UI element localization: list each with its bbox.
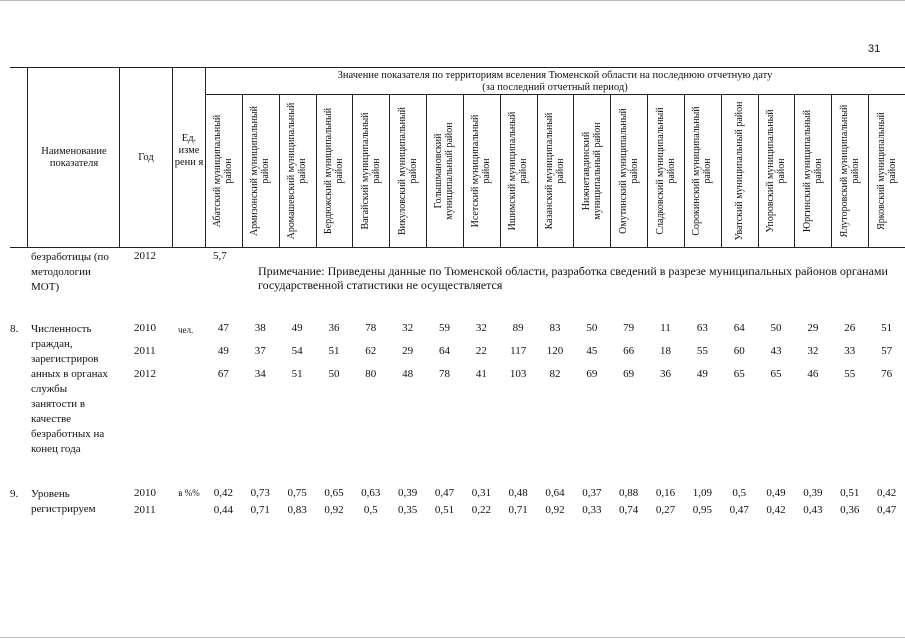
row8-value-cell: 79 (623, 322, 635, 334)
district-col-border (573, 95, 574, 247)
row8-value-cell: 66 (623, 345, 635, 357)
row8-label: Численность граждан, зарегистриров анных в органах службы занятости в качестве безработных на конец года (31, 323, 108, 455)
row8-value-cell: 49 (217, 345, 229, 357)
header-col-unit: Ед. изме рени я (174, 133, 204, 168)
row8-number: 8. (10, 323, 19, 335)
district-col-border (721, 95, 722, 247)
row9-value-cell: 0,31 (471, 487, 491, 499)
row9-value-cell: 0,16 (655, 487, 676, 499)
row8-value-cell: 78 (438, 368, 450, 380)
row9-value-cell: 0,47 (729, 504, 749, 516)
district-col-border (684, 95, 685, 247)
row8-value-cell: 33 (844, 345, 856, 357)
header-col-year: Год (138, 152, 154, 163)
row8-value-cell: 37 (254, 345, 266, 357)
row8-value-cell: 18 (660, 345, 672, 357)
row8-value-cell: 46 (807, 368, 819, 380)
row8-value-cell: 26 (844, 322, 856, 334)
row8-value-cell: 22 (475, 345, 487, 357)
row9-value-cell: 0,49 (766, 487, 786, 499)
row8-value-cell: 59 (438, 322, 450, 334)
row9-value-cell: 0,33 (582, 504, 602, 516)
row8-value-cell: 32 (807, 345, 819, 357)
row8-value-cell: 67 (217, 368, 229, 380)
row8-value-cell: 51 (328, 345, 340, 357)
district-header: Абатский муниципальный район (212, 114, 235, 228)
row9-value-cell: 0,48 (508, 487, 528, 499)
row9-year: 2011 (134, 504, 156, 516)
row9-year: 2010 (134, 487, 156, 499)
row8-value-cell: 51 (291, 368, 303, 380)
district-col-border (758, 95, 759, 247)
row9-value-cell: 0,22 (471, 504, 491, 516)
row9-value-cell: 0,27 (655, 504, 676, 516)
row9-value-cell: 0,51 (840, 487, 860, 499)
district-col-border (537, 95, 538, 247)
row8-value-cell: 43 (770, 345, 782, 357)
row9-value-cell: 0,51 (434, 504, 455, 516)
row8-value-cell: 69 (586, 368, 598, 380)
row8-value-cell: 11 (660, 322, 671, 334)
row8-year: 2012 (134, 368, 156, 380)
row9-value-cell: 0,43 (803, 504, 823, 516)
row9-value-cell: 0,65 (324, 487, 344, 499)
row8-value-cell: 103 (509, 368, 527, 380)
row8-value-cell: 62 (365, 345, 377, 357)
row9-value-cell: 0,88 (619, 487, 639, 499)
row8-value-cell: 36 (328, 322, 340, 334)
row8-value-cell: 32 (475, 322, 487, 334)
district-header: Сорокинский муниципальный район (691, 106, 714, 236)
row9-value-cell: 0,39 (398, 487, 418, 499)
row8-year: 2010 (134, 322, 156, 334)
district-header: Упоровский муниципальный район (765, 109, 788, 233)
row8-value-cell: 49 (291, 322, 303, 334)
district-header: Армизонский муниципальный район (249, 105, 272, 237)
row9-value-cell: 0,83 (287, 504, 307, 516)
row9-value-cell: 0,63 (361, 487, 381, 499)
table-top-border (10, 67, 905, 68)
district-col-border (426, 95, 427, 247)
row8-value-cell: 50 (328, 368, 340, 380)
district-header: Аромашевский муниципальный район (286, 102, 309, 240)
row8-value-cell: 89 (512, 322, 524, 334)
district-header: Викуловский муниципальный район (396, 106, 419, 236)
district-header: Казанский муниципальный район (544, 112, 566, 230)
header-col-name: Наименование показателя (41, 146, 107, 169)
row9-value-cell: 0,75 (287, 487, 307, 499)
header-title-underline (205, 94, 905, 95)
header-title-line2: (за последний отчетный период) (482, 82, 628, 93)
district-header: Ялуторовский муниципальный район (838, 104, 861, 238)
district-header: Ярковский муниципальный район (875, 112, 898, 230)
row8-value-cell: 57 (881, 345, 893, 357)
row9-value-cell: 0,42 (213, 487, 234, 499)
header-title-line1: Значение показателя по территориям вселения Тюменской области на последнюю отчетную дату (337, 70, 773, 81)
district-header: Вагайский муниципальный район (359, 112, 382, 230)
row8-value-cell: 65 (733, 368, 745, 380)
row9-label: Уровень регистрируем (31, 488, 96, 515)
row9-value-cell: 0,5 (363, 504, 378, 516)
row8-value-cell: 41 (475, 368, 487, 380)
row8-value-cell: 64 (438, 345, 450, 357)
row9-value-cell: 0,92 (545, 504, 565, 516)
row8-value-cell: 29 (807, 322, 819, 334)
row9-unit: в %% (178, 488, 200, 498)
district-col-border (831, 95, 832, 247)
row8-value-cell: 55 (696, 345, 708, 357)
row-prev-note: Примечание: Приведены данные по Тюменской области, разработка сведений в разрезе муниципальных районов органами государственной статистики не осуществляется (258, 264, 888, 292)
row8-value-cell: 54 (291, 345, 303, 357)
row9-number: 9. (10, 488, 19, 500)
row8-year: 2011 (134, 345, 156, 357)
district-col-border (463, 95, 464, 247)
page-number: 31 (868, 43, 881, 55)
row-prev-year: 2012 (134, 250, 156, 262)
row8-value-cell: 34 (254, 368, 266, 380)
district-header: Сладковский муниципальный район (654, 107, 677, 235)
district-header: Нижнетавдинский муниципальный район (580, 122, 603, 220)
row8-value-cell: 50 (586, 322, 598, 334)
district-col-border (316, 95, 317, 247)
district-col-border (794, 95, 795, 247)
row8-value-cell: 65 (770, 368, 782, 380)
district-header: Уватский муниципальный район (733, 101, 745, 241)
col-border-unit-left (172, 67, 173, 247)
district-col-border (389, 95, 390, 247)
district-header: Омутинский муниципальный район (617, 108, 640, 234)
row8-value-cell: 49 (696, 368, 708, 380)
district-header: Ишимский муниципальный район (507, 111, 530, 231)
district-header: Голышмановский муниципальный район (433, 122, 456, 220)
district-col-border (352, 95, 353, 247)
scan-top-edge (0, 0, 905, 1)
district-header: Исетский муниципальный район (470, 114, 493, 228)
district-col-border (610, 95, 611, 247)
row8-value-cell: 50 (770, 322, 782, 334)
row9-value-cell: 0,64 (545, 487, 565, 499)
col-border-values-left (205, 67, 206, 247)
row8-value-cell: 60 (733, 345, 745, 357)
district-header: Юргинский муниципальный район (801, 109, 824, 233)
district-col-border (500, 95, 501, 247)
row9-value-cell: 0,71 (508, 504, 528, 516)
row8-value-cell: 64 (733, 322, 745, 334)
row-prev-value: 5,7 (213, 250, 227, 262)
row9-value-cell: 0,42 (766, 504, 786, 516)
row8-value-cell: 82 (549, 368, 561, 380)
row9-value-cell: 0,39 (803, 487, 823, 499)
row9-value-cell: 0,95 (692, 504, 712, 516)
row9-value-cell: 0,92 (324, 504, 344, 516)
row8-value-cell: 63 (696, 322, 708, 334)
row8-value-cell: 47 (217, 322, 229, 334)
district-header: Бердюжский муниципальный район (322, 107, 345, 235)
row8-value-cell: 78 (365, 322, 377, 334)
row8-value-cell: 55 (844, 368, 856, 380)
row8-value-cell: 32 (402, 322, 414, 334)
row9-value-cell: 0,47 (434, 487, 455, 499)
district-col-border (868, 95, 869, 247)
row-prev-label: безработицы (по методологии МОТ) (31, 251, 109, 293)
district-col-border (242, 95, 243, 247)
row8-value-cell: 120 (546, 345, 564, 357)
header-bottom-border (10, 247, 905, 248)
row8-value-cell: 80 (365, 368, 377, 380)
col-border-name-left (27, 67, 28, 247)
row9-value-cell: 0,36 (840, 504, 860, 516)
scan-bottom-edge (0, 637, 905, 638)
row9-value-cell: 0,73 (250, 487, 270, 499)
row8-value-cell: 83 (549, 322, 561, 334)
row8-value-cell: 48 (402, 368, 414, 380)
district-col-border (647, 95, 648, 247)
row8-value-cell: 76 (881, 368, 893, 380)
row9-value-cell: 0,37 (582, 487, 602, 499)
district-col-border (279, 95, 280, 247)
row8-value-cell: 45 (586, 345, 598, 357)
row9-value-cell: 0,35 (398, 504, 418, 516)
row8-value-cell: 117 (510, 345, 527, 357)
row9-value-cell: 0,42 (876, 487, 897, 499)
row8-value-cell: 69 (623, 368, 635, 380)
row9-value-cell: 0,47 (876, 504, 897, 516)
row8-value-cell: 36 (660, 368, 672, 380)
row8-value-cell: 29 (402, 345, 414, 357)
row9-value-cell: 0,44 (213, 504, 234, 516)
row8-value-cell: 51 (881, 322, 893, 334)
row9-value-cell: 0,5 (732, 487, 747, 499)
row8-unit: чел. (178, 325, 194, 335)
row8-value-cell: 38 (254, 322, 266, 334)
row9-value-cell: 0,74 (619, 504, 639, 516)
row9-value-cell: 0,71 (250, 504, 270, 516)
row9-value-cell: 1,09 (692, 487, 712, 499)
